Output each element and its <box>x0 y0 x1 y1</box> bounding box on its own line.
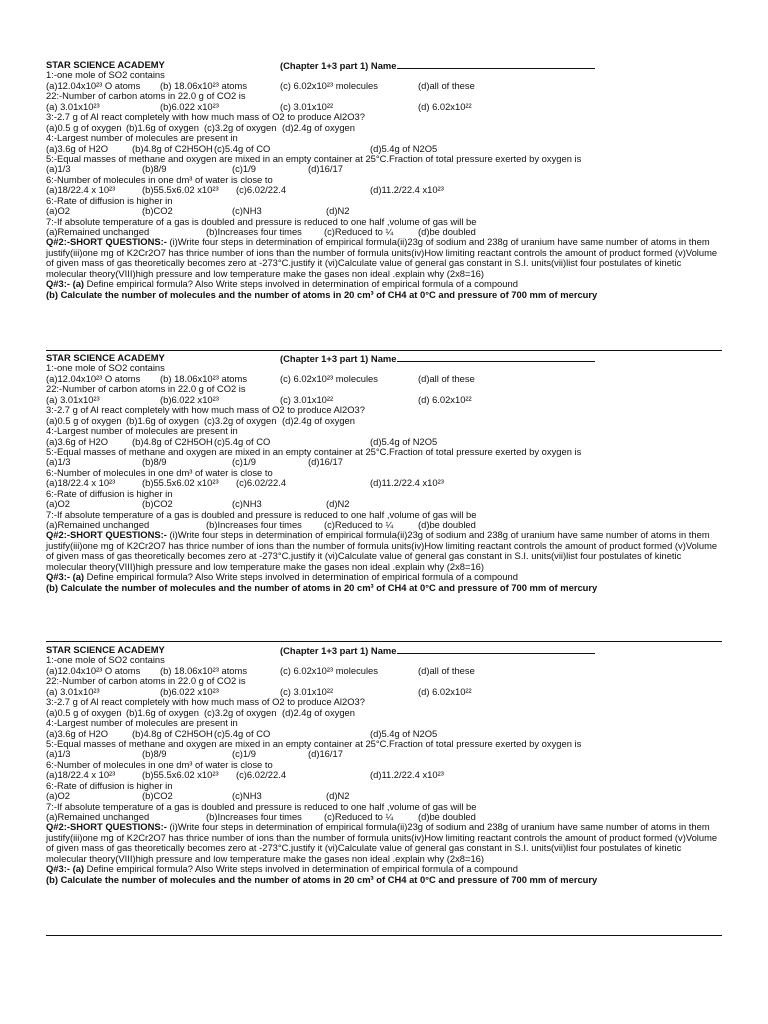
answer-option: (b)CO2 <box>142 205 173 217</box>
short-questions-label: Q#2:-SHORT QUESTIONS:- <box>46 821 167 833</box>
answer-option: (c)Reduced to ¼ <box>324 226 394 237</box>
answer-option: (a)1/3 <box>46 456 71 468</box>
answer-option: (a)O2 <box>46 790 70 802</box>
answer-option: (a)0.5 g of oxygen <box>46 121 122 133</box>
answer-option: (d)5.4g of N2O5 <box>370 142 438 154</box>
answer-option: (b)CO2 <box>142 498 173 510</box>
answer-option: (d)2.4g of oxygen <box>282 121 355 133</box>
answer-option: (c)3.2g of oxygen <box>204 706 277 718</box>
question-stem: 3:-2.7 g of Al react completely with how much mass of O2 to produce Al2O3? <box>46 111 365 123</box>
short-questions-text: (i)Write four steps in determination of empirical formula(ii)23g of sodium and 238g of uranium have same number of atoms in them justify(iii)one mg of K2Cr2O7 has thrice number of ions than the number of formula units(iv)How limiting reactant controls the amount of product formed (v)Volume of given mass of gas theoretically becomes zero at -273°C.justify it (vi)Calculate value of general gas constant in S.I. units(vii)list four postulates of kinetic molecular theory(VIII)high pressure and low temperature make the gases non ideal .explain why (2x8=16) <box>46 821 718 864</box>
answer-option: (d)be doubled <box>418 226 476 237</box>
answer-option: (c) 6.02x10²³ molecules <box>280 372 378 384</box>
answer-option: (c)5.4g of CO <box>214 435 271 447</box>
answer-option: (c)NH3 <box>232 498 262 510</box>
answer-option: (b) 18.06x10²³ atoms <box>160 79 248 91</box>
separator-rule <box>46 350 722 351</box>
short-questions-text: (i)Write four steps in determination of empirical formula(ii)23g of sodium and 238g of uranium have same number of atoms in them justify(iii)one mg of K2Cr2O7 has thrice number of ions than the number of formula units(iv)How limiting reactant controls the amount of product formed (v)Volume of given mass of gas theoretically becomes zero at -273°C.justify it (vi)Calculate value of general gas constant in S.I. units(vii)list four postulates of kinetic molecular theory(VIII)high pressure and low temperature make the gases non ideal .explain why (2x8=16) <box>46 529 718 572</box>
name-blank-line <box>397 645 595 654</box>
answer-option: (a)18/22.4 x 10²³ <box>46 184 116 196</box>
answer-option: (b)1.6g of oxygen <box>126 706 199 718</box>
answer-option: (d)11.2/22.4 x10²³ <box>370 184 444 196</box>
answer-option: (d)5.4g of N2O5 <box>370 727 438 739</box>
answer-option: (c)5.4g of CO <box>214 142 271 154</box>
answer-option: (a)12.04x10²³ O atoms <box>46 79 141 91</box>
answer-option: (c)NH3 <box>232 205 262 217</box>
question-stem: 3:-2.7 g of Al react completely with how much mass of O2 to produce Al2O3? <box>46 696 365 708</box>
answer-option: (b)4.8g of C2H5OH <box>132 142 213 154</box>
long-question-label: Q#3:- (a) <box>46 278 85 290</box>
answer-option: (c)1/9 <box>232 748 256 760</box>
academy-title: STAR SCIENCE ACADEMY <box>46 59 165 70</box>
answer-option: (d)all of these <box>418 79 475 91</box>
answer-option: (d)16/17 <box>308 163 343 175</box>
answer-option: (a)1/3 <box>46 163 71 175</box>
name-blank-line <box>397 60 595 69</box>
paper-copy <box>46 60 722 300</box>
answer-option: (c)6.02/22.4 <box>236 769 287 781</box>
answer-option: (b)8/9 <box>142 748 167 760</box>
question-stem: 1:-one mole of SO2 contains <box>46 69 165 81</box>
answer-option: (a)Remained unchanged <box>46 811 150 822</box>
answer-option: (c)Reduced to ¼ <box>324 519 394 530</box>
question-stem: 7:-If absolute temperature of a gas is doubled and pressure is reduced to one half ,volume of gas will be <box>46 215 477 227</box>
question-stem: 6:-Rate of diffusion is higher in <box>46 194 173 206</box>
answer-option: (b)6.022 x10²³ <box>160 100 219 112</box>
paper-copy <box>46 645 722 885</box>
answer-option: (a)O2 <box>46 498 70 510</box>
answer-option: (b)55.5x6.02 x10²³ <box>142 769 219 781</box>
answer-option: (d)2.4g of oxygen <box>282 706 355 718</box>
short-questions-label: Q#2:-SHORT QUESTIONS:- <box>46 529 167 541</box>
answer-option: (a) 3.01x10²³ <box>46 393 100 405</box>
paper-copy <box>46 353 722 593</box>
name-label: Name <box>370 645 397 656</box>
answer-option: (c) 6.02x10²³ molecules <box>280 79 378 91</box>
long-question-text: Define empirical formula? Also Write steps involved in determination of empirical formula of a compound <box>84 278 518 290</box>
answer-option: (d)N2 <box>326 790 350 802</box>
answer-option: (d)11.2/22.4 x10²³ <box>370 477 444 489</box>
chapter-label: (Chapter 1+3 part 1) <box>280 353 369 364</box>
answer-option: (a) 3.01x10²³ <box>46 685 100 697</box>
long-question-label: Q#3:- (a) <box>46 863 85 875</box>
question-stem: 1:-one mole of SO2 contains <box>46 654 165 666</box>
answer-option: (b)4.8g of C2H5OH <box>132 727 213 739</box>
academy-title: STAR SCIENCE ACADEMY <box>46 352 165 363</box>
answer-option: (c)Reduced to ¼ <box>324 811 394 822</box>
question-stem: 3:-2.7 g of Al react completely with how much mass of O2 to produce Al2O3? <box>46 404 365 416</box>
answer-option: (c) 3.01x10²² <box>280 685 334 697</box>
answer-option: (c) 6.02x10²³ molecules <box>280 664 378 676</box>
answer-option: (b)6.022 x10²³ <box>160 685 219 697</box>
answer-option: (a)0.5 g of oxygen <box>46 706 122 718</box>
answer-option: (b)Increases four times <box>206 226 302 237</box>
answer-option: (d)all of these <box>418 664 475 676</box>
long-question-part-b: (b) Calculate the number of molecules and the number of atoms in 20 cm³ of CH4 at 0°C and pressure of 700 mm of mercury <box>46 581 598 593</box>
answer-option: (b)55.5x6.02 x10²³ <box>142 184 219 196</box>
name-label: Name <box>370 353 397 364</box>
long-question-part-b: (b) Calculate the number of molecules and the number of atoms in 20 cm³ of CH4 at 0°C and pressure of 700 mm of mercury <box>46 873 598 885</box>
name-blank-line <box>397 353 595 362</box>
name-label: Name <box>370 60 397 71</box>
academy-title: STAR SCIENCE ACADEMY <box>46 644 165 655</box>
answer-option: (c) 3.01x10²² <box>280 100 334 112</box>
question-stem: 5:-Equal masses of methane and oxygen are mixed in an empty container at 25°C.Fraction of total pressure exerted by oxygen is <box>46 152 582 164</box>
separator-rule <box>46 641 722 642</box>
answer-option: (a) 3.01x10²³ <box>46 100 100 112</box>
answer-option: (d)5.4g of N2O5 <box>370 435 438 447</box>
answer-option: (a)3.6g of H2O <box>46 727 109 739</box>
answer-option: (d) 6.02x10²² <box>418 393 472 405</box>
answer-option: (c)3.2g of oxygen <box>204 121 277 133</box>
answer-option: (c) 3.01x10²² <box>280 393 334 405</box>
answer-option: (d) 6.02x10²² <box>418 685 472 697</box>
short-questions <box>46 530 722 572</box>
question-stem: 1:-one mole of SO2 contains <box>46 362 165 374</box>
answer-option: (d)be doubled <box>418 811 476 822</box>
question-stem: 4:-Largest number of molecules are present in <box>46 425 238 437</box>
answer-option: (b)8/9 <box>142 163 167 175</box>
question-stem: 4:-Largest number of molecules are present in <box>46 132 238 144</box>
question-stem: 22:-Number of carbon atoms in 22.0 g of CO2 is <box>46 675 246 687</box>
answer-option: (d)all of these <box>418 372 475 384</box>
answer-option: (a)3.6g of H2O <box>46 142 109 154</box>
answer-option: (a)0.5 g of oxygen <box>46 414 122 426</box>
answer-option: (a)Remained unchanged <box>46 519 150 530</box>
answer-option: (d)2.4g of oxygen <box>282 414 355 426</box>
question-stem: 6:-Rate of diffusion is higher in <box>46 779 173 791</box>
answer-option: (b) 18.06x10²³ atoms <box>160 372 248 384</box>
answer-option: (b)1.6g of oxygen <box>126 414 199 426</box>
short-questions-label: Q#2:-SHORT QUESTIONS:- <box>46 236 167 248</box>
short-questions <box>46 237 722 279</box>
separator-rule <box>46 935 722 936</box>
answer-option: (b)55.5x6.02 x10²³ <box>142 477 219 489</box>
answer-option: (b)4.8g of C2H5OH <box>132 435 213 447</box>
short-questions-text: (i)Write four steps in determination of empirical formula(ii)23g of sodium and 238g of uranium have same number of atoms in them justify(iii)one mg of K2Cr2O7 has thrice number of ions than the number of formula units(iv)How limiting reactant controls the amount of product formed (v)Volume of given mass of gas theoretically becomes zero at -273°C.justify it (vi)Calculate value of general gas constant in S.I. units(vii)list four postulates of kinetic molecular theory(VIII)high pressure and low temperature make the gases non ideal .explain why (2x8=16) <box>46 236 718 279</box>
answer-option: (d)be doubled <box>418 519 476 530</box>
question-stem: 7:-If absolute temperature of a gas is doubled and pressure is reduced to one half ,volume of gas will be <box>46 508 477 520</box>
answer-option: (c)5.4g of CO <box>214 727 271 739</box>
question-stem: 6:-Number of molecules in one dm³ of water is close to <box>46 758 273 770</box>
answer-option: (b)Increases four times <box>206 519 302 530</box>
answer-option: (a)3.6g of H2O <box>46 435 109 447</box>
answer-option: (c)NH3 <box>232 790 262 802</box>
answer-option: (d)N2 <box>326 205 350 217</box>
answer-option: (b) 18.06x10²³ atoms <box>160 664 248 676</box>
question-stem: 22:-Number of carbon atoms in 22.0 g of CO2 is <box>46 383 246 395</box>
answer-option: (a)12.04x10²³ O atoms <box>46 664 141 676</box>
answer-option: (a)Remained unchanged <box>46 226 150 237</box>
answer-option: (b)6.022 x10²³ <box>160 393 219 405</box>
answer-option: (a)1/3 <box>46 748 71 760</box>
answer-option: (d)11.2/22.4 x10²³ <box>370 769 444 781</box>
long-question-part-b: (b) Calculate the number of molecules and the number of atoms in 20 cm³ of CH4 at 0°C and pressure of 700 mm of mercury <box>46 288 598 300</box>
long-question-text: Define empirical formula? Also Write steps involved in determination of empirical formula of a compound <box>84 571 518 583</box>
answer-option: (a)O2 <box>46 205 70 217</box>
question-stem: 4:-Largest number of molecules are present in <box>46 717 238 729</box>
answer-option: (d) 6.02x10²² <box>418 100 472 112</box>
answer-option: (b)Increases four times <box>206 811 302 822</box>
question-stem: 7:-If absolute temperature of a gas is doubled and pressure is reduced to one half ,volume of gas will be <box>46 800 477 812</box>
answer-option: (a)12.04x10²³ O atoms <box>46 372 141 384</box>
question-stem: 5:-Equal masses of methane and oxygen are mixed in an empty container at 25°C.Fraction of total pressure exerted by oxygen is <box>46 445 582 457</box>
answer-option: (a)18/22.4 x 10²³ <box>46 477 116 489</box>
question-stem: 6:-Number of molecules in one dm³ of water is close to <box>46 173 273 185</box>
question-stem: 6:-Number of molecules in one dm³ of water is close to <box>46 466 273 478</box>
answer-option: (c)3.2g of oxygen <box>204 414 277 426</box>
answer-option: (b)CO2 <box>142 790 173 802</box>
question-stem: 5:-Equal masses of methane and oxygen are mixed in an empty container at 25°C.Fraction of total pressure exerted by oxygen is <box>46 737 582 749</box>
answer-option: (d)N2 <box>326 498 350 510</box>
long-question-label: Q#3:- (a) <box>46 571 85 583</box>
answer-option: (c)1/9 <box>232 456 256 468</box>
chapter-label: (Chapter 1+3 part 1) <box>280 645 369 656</box>
answer-option: (b)8/9 <box>142 456 167 468</box>
long-question-text: Define empirical formula? Also Write steps involved in determination of empirical formula of a compound <box>84 863 518 875</box>
answer-option: (d)16/17 <box>308 748 343 760</box>
answer-option: (b)1.6g of oxygen <box>126 121 199 133</box>
short-questions <box>46 822 722 864</box>
answer-option: (c)1/9 <box>232 163 256 175</box>
answer-option: (c)6.02/22.4 <box>236 184 287 196</box>
answer-option: (c)6.02/22.4 <box>236 477 287 489</box>
question-stem: 22:-Number of carbon atoms in 22.0 g of CO2 is <box>46 90 246 102</box>
chapter-label: (Chapter 1+3 part 1) <box>280 60 369 71</box>
answer-option: (a)18/22.4 x 10²³ <box>46 769 116 781</box>
answer-option: (d)16/17 <box>308 456 343 468</box>
question-stem: 6:-Rate of diffusion is higher in <box>46 487 173 499</box>
